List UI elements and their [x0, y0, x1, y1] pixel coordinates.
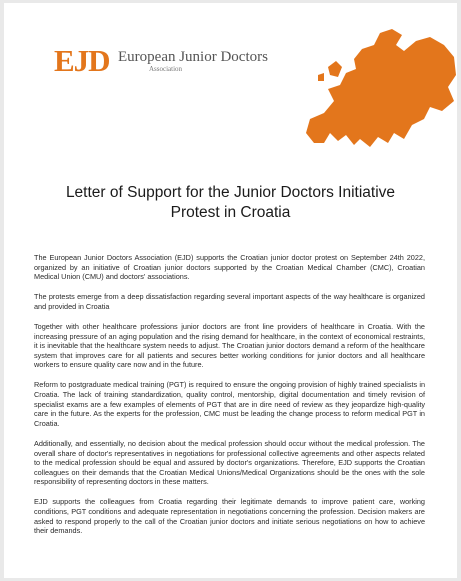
letterhead: [4, 3, 457, 158]
letter-body: [34, 253, 425, 546]
letter-title: [24, 183, 437, 223]
organization-subtitle: Association: [149, 65, 183, 73]
ejd-logo: EJD: [54, 43, 110, 78]
paragraph: Together with other healthcare professions junior doctors are front line providers of healthcare in Croatia. With the increasing pressure of an aging population and the rising demand for healthcare, in the context of economical restraints, it is inevitable that the healthcare system needs to adjust. The Croatian junior doctors demand a reform of the healthcare system that improves care for all patients and secures better working conditions for junior doctors and all healthcare workers to ensure quality care now and in the future.: [34, 321, 425, 370]
paragraph: Additionally, and essentially, no decision about the medical profession should occur without the medical profession. The overall share of doctor's representatives in negotiations for professional collective agreements and other aspects related to the medical profession should be equal and assured by doctor's organizations. Therefore, EJD supports the Croatian colleagues on their demands that the Croatian Medical Unions/Medical Organizations should be the ones with the sole responsibility of representing doctors in these matters.: [34, 438, 425, 487]
paragraph: The protests emerge from a deep dissatisfaction regarding several important aspects of the way healthcare is organized and provided in Croatia: [34, 292, 425, 311]
letter-title-line-2: Protest in Croatia: [170, 204, 291, 221]
paragraph: Reform to postgraduate medical training (PGT) is required to ensure the ongoing provision of highly trained specialists in Croatia. The lack of training standardization, quality control, mentorship, digital documentation and timely revision of specialist exams are a few examples of elements of PGT that are in dire need of review as they jeopardize high-quality care in the future. As the experts for the profession, CMC must be leading the change process to reform medical PGT in Croatia.: [34, 380, 425, 428]
letter-title-line-1: Letter of Support for the Junior Doctors Initiative: [65, 184, 396, 201]
paragraph: EJD supports the colleagues from Croatia regarding their legitimate demands to improve patient care, working conditions, PGT conditions and adequate representation in negotiations concerning the profession. Decision makers are asked to respond properly to the call of the Croatian junior doctors and initiate serious negotiations on how to achieve their demands.: [34, 497, 425, 536]
organization-name: European Junior Doctors: [118, 49, 268, 65]
paragraph: The European Junior Doctors Association (EJD) supports the Croatian junior doctor protest on September 24th 2022, organized by an initiative of Croatian junior doctors supported by the Croatian Medical Chamber (CMC), Croatian Medical Union (CMU) and doctors' associations.: [34, 253, 425, 282]
europe-map-icon: [284, 15, 457, 155]
letter-page: [4, 3, 457, 578]
